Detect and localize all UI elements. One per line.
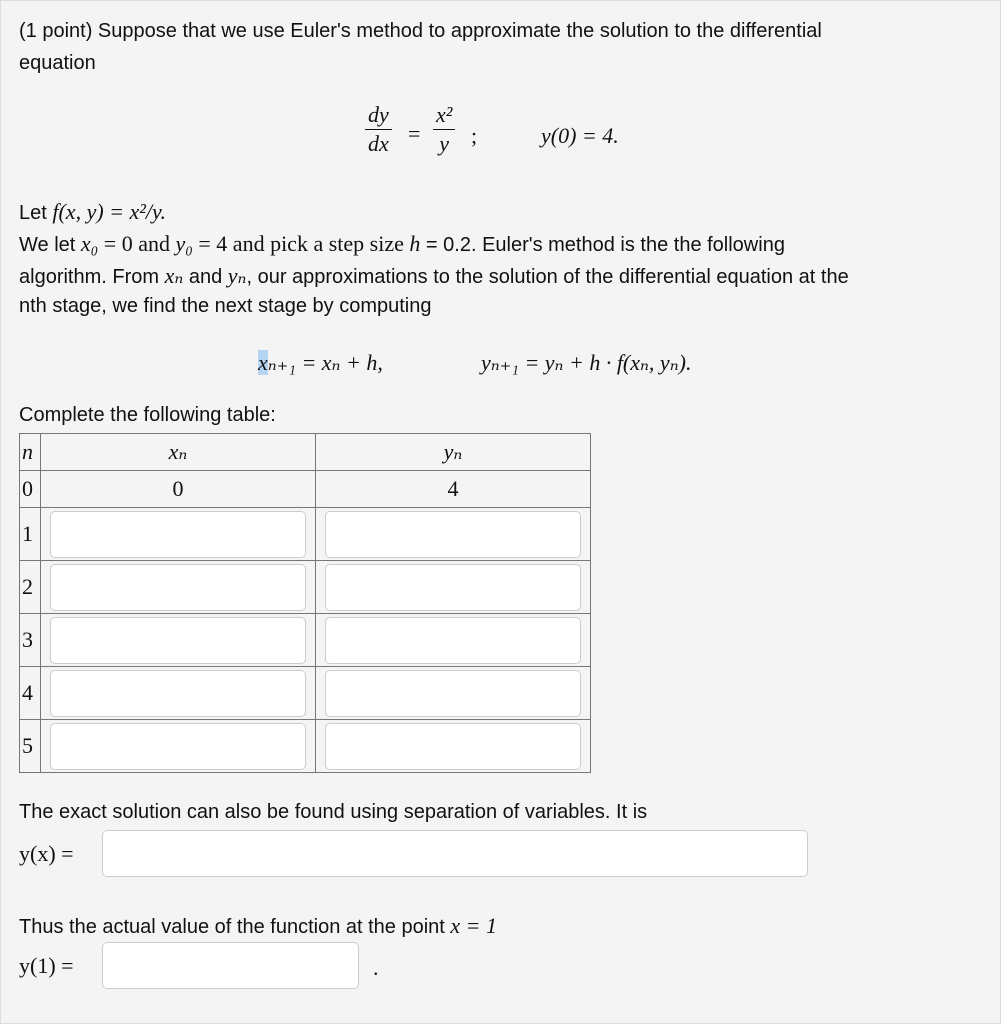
y-update-formula: yₙ₊₁ = yₙ + h · f(xₙ, yₙ). (481, 350, 692, 375)
y1-input[interactable] (325, 511, 581, 558)
table-row: 2 (20, 561, 591, 614)
y1-value-input[interactable] (102, 942, 359, 989)
table-row: 3 (20, 614, 591, 667)
ode-rhs: $\frac{\text{x²}}{y}$ (433, 101, 455, 158)
intro-line2: equation (19, 52, 96, 74)
table-row: 4 (20, 667, 591, 720)
x2-input[interactable] (50, 564, 306, 611)
para-line3: nth stage, we find the next stage by computing (19, 295, 432, 317)
y2-input[interactable] (325, 564, 581, 611)
ode-lhs: $\frac{dy}{dx}$ (365, 101, 392, 158)
ode-semicolon: ; (471, 123, 478, 148)
y1-label: y(1) = (19, 953, 74, 978)
x1-input[interactable] (50, 511, 306, 558)
x-update-formula: xₙ₊₁ = xₙ + h, (258, 350, 383, 375)
yx-label: y(x) = (19, 841, 74, 866)
x3-input[interactable] (50, 617, 306, 664)
intro-line1: (1 point) Suppose that we use Euler's method to approximate the solution to the differential (19, 20, 822, 42)
table-row: 0 0 4 (20, 471, 591, 508)
actual-text: Thus the actual value of the function at the point x = 1 (19, 913, 498, 938)
table-row: 5 (20, 720, 591, 773)
x4-input[interactable] (50, 670, 306, 717)
exact-text: The exact solution can also be found using separation of variables. It is (19, 801, 648, 823)
let-f: Let f(x, y) = x²/y. (19, 199, 167, 224)
table-header: n xₙ yₙ (20, 434, 591, 471)
y4-input[interactable] (325, 670, 581, 717)
para-line2: algorithm. From xₙ and yₙ, our approximations to the solution of the differential equation at the (19, 263, 849, 288)
y3-input[interactable] (325, 617, 581, 664)
initial-condition: y(0) = 4. (541, 123, 619, 148)
y5-input[interactable] (325, 723, 581, 770)
x5-input[interactable] (50, 723, 306, 770)
table-caption: Complete the following table: (19, 404, 276, 426)
exact-solution-input[interactable] (102, 830, 808, 877)
table-row: 1 (20, 508, 591, 561)
euler-table (19, 433, 591, 773)
ode-eq: = (408, 121, 421, 146)
para-line1: We let x₀ = 0 and y₀ = 4 and pick a step size h = 0.2. Euler's method is the the following (19, 231, 785, 256)
period: . (373, 955, 379, 980)
